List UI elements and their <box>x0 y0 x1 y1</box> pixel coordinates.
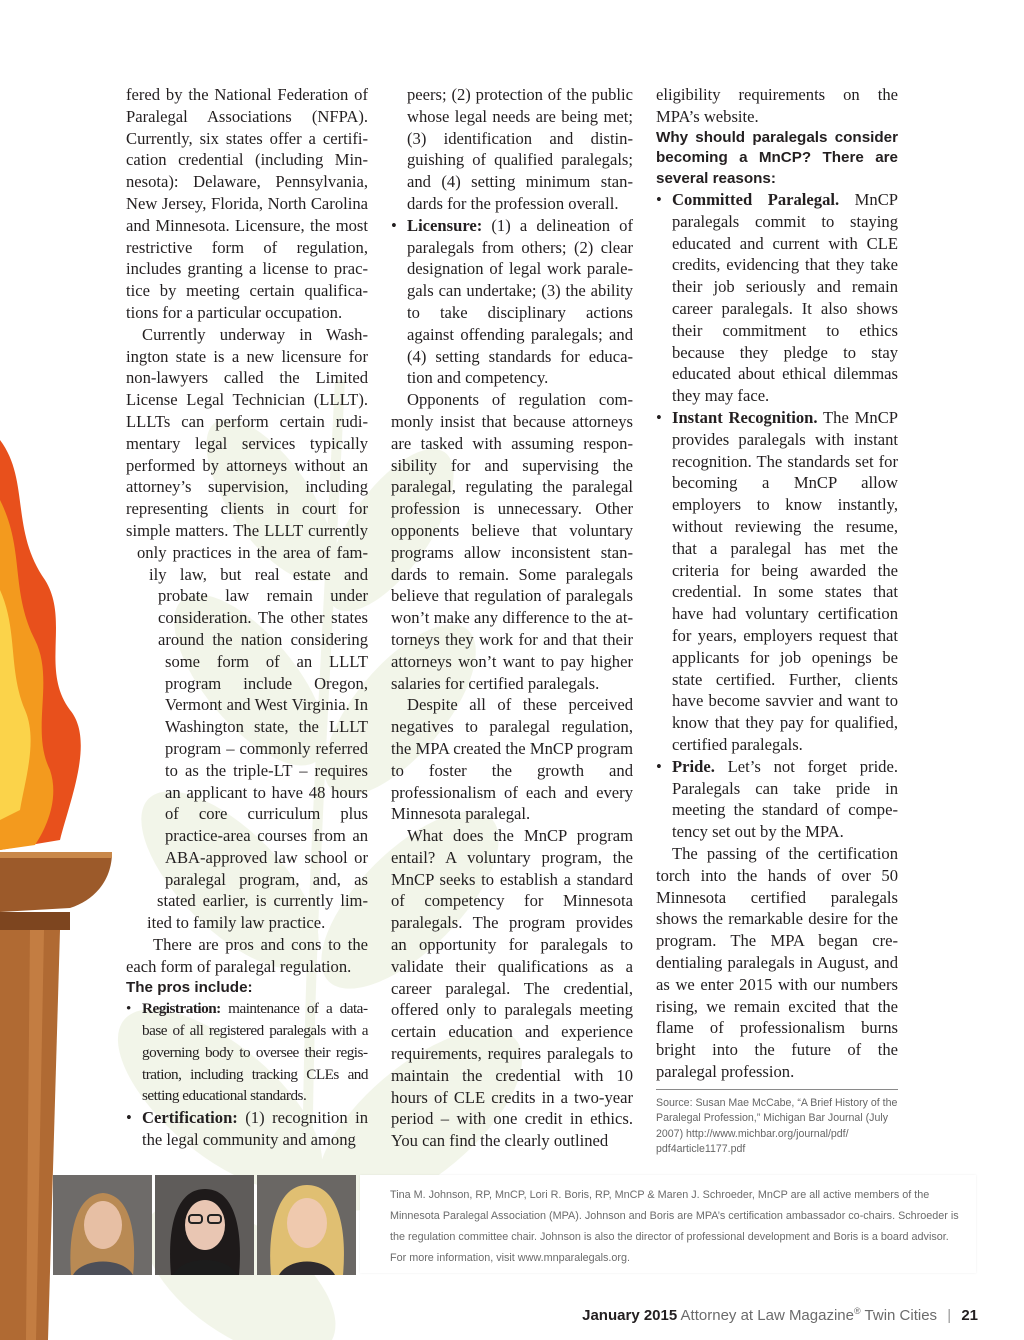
body-paragraph: peers; (2) protection of the public whose legal needs are being met; (3) identification and distinguishing of qualified paralegals; and (4) setting minimum standards for the profession overall. <box>407 85 633 213</box>
magazine-name: Attorney at Law Magazine <box>680 1307 854 1324</box>
author-photo-schroeder <box>257 1175 356 1275</box>
body-paragraph: The passing of the certification torch into the hands of over 50 Minnesota certified paralegals shows the remarkable desire for the program. The MPA began credentialing paralegals in August, and as we enter 2015 with our numbers rising, we remain excited that the flame of professionalism burns bright into the future of the paralegal profession. <box>656 844 898 1081</box>
list-item <box>656 756 898 843</box>
reasons-heading: Why should paralegals consider becoming a MnCP? There are several reasons: <box>656 128 898 187</box>
list-item-label: Certification: <box>142 1108 238 1128</box>
list-item <box>391 215 633 389</box>
author-photo-johnson <box>53 1175 152 1275</box>
page-footer <box>582 1306 978 1324</box>
author-photos <box>53 1175 357 1275</box>
source-citation: Source: Susan Mae McCabe, “A Brief History of the Paralegal Profession,” Michigan Bar Journal (July 2007) http://www.michbar.org/journal/pdf/ pdf4article1177.pdf <box>656 1089 898 1158</box>
registered-mark: ® <box>853 1306 861 1316</box>
body-paragraph: What does the MnCP program entail? A voluntary program, the MnCP seeks to establish a standard of competency for Minnesota paralegals. The program provides an opportunity for paralegals to validate their qualifications as a career paralegal. The credential, offered only to paralegals meeting certain education and experience requirements, requires paralegals to maintain the credential with 10 hours of CLE credits in a two-year period – with one credit in ethics. You can find the clearly outlined <box>391 826 633 1151</box>
pros-heading: The pros include: <box>126 978 253 996</box>
list-item-label: Instant Recognition. <box>672 408 818 428</box>
body-paragraph: eligibility requirements on the MPA’s website. <box>656 85 898 126</box>
list-item <box>656 189 898 407</box>
list-item <box>126 998 368 1107</box>
column-3 <box>656 84 898 1158</box>
body-paragraph: There are pros and cons to the each form of paralegal regulation. <box>126 935 368 976</box>
column-1 <box>126 84 368 1151</box>
author-bio-box <box>360 1175 976 1273</box>
list-item-text: maintenance of a database of all registered paralegals with a governing body to oversee their registration, including tracking CLEs and setting educational standards. <box>142 1000 368 1105</box>
footer-separator: | <box>947 1307 952 1324</box>
list-item-text: (1) recognition in the legal community and among <box>142 1108 368 1149</box>
pros-list <box>126 998 368 1151</box>
list-item-label: Licensure: <box>407 215 483 235</box>
body-paragraph: Opponents of regulation commonly insist that because attorneys are tasked with assuming responsibility for and supervising the paralegal, regulating the paralegal profession is unnecessary. Other opponents believe that voluntary programs allow inconsistent standards to remain. Some paralegals believe that regulation of paralegals won’t make any difference to the attorneys they work for and that their attorneys won’t want to pay higher salaries for certified paralegals. <box>391 390 633 693</box>
magazine-city: Twin Cities <box>864 1307 938 1324</box>
author-photo-boris <box>155 1175 254 1275</box>
column-2 <box>391 84 633 1152</box>
list-item-label: Registration: <box>142 1000 221 1018</box>
author-bio-text: Tina M. Johnson, RP, MnCP, Lori R. Boris, RP, MnCP & Maren J. Schroeder, MnCP are all active members of the Minnesota Paralegal Association (MPA). Johnson and Boris are MPA’s certification ambassador co-chairs. Schroeder is the regulation committee chair. Johnson is also the director of professional development and Boris is a board advisor. For more information, visit www.mnparalegals.org. <box>390 1189 959 1264</box>
body-paragraph: fered by the National Federation of Paralegal Associations (NFPA). Currently, six states offer a certification credential (including Minnesota): Delaware, Pennsylvania, New Jersey, Florida, North Carolina and Minnesota. Licensure, the most restrictive form of regulation, includes granting a license to practice by meeting certain qualifications for a particular occupation. <box>126 85 368 322</box>
page-number: 21 <box>961 1307 978 1324</box>
reasons-list <box>656 189 898 843</box>
list-item-text: MnCP paralegals commit to staying educated and current with CLE credits, evidencing that they take their job seriously and remain career paralegals. It also shows their commitment to ethics because they pledge to stay educated about ethical dilemmas they may face. <box>672 190 898 406</box>
list-item-label: Pride. <box>672 756 715 776</box>
list-item-text: The MnCP provides paralegals with instant recognition. The standards set for becoming a MnCP allow employers to know instantly, without reviewing the resume, that a paralegal has met the criteria for being awarded the credential. In some states that have had voluntary certification for years, employers request that applicants for job openings be state certified. Further, clients have become savvier and want to know that they pay for qualified, certified paralegals. <box>672 408 898 755</box>
issue-date: January 2015 <box>582 1307 678 1324</box>
list-item-label: Committed Paralegal. <box>672 190 840 210</box>
licensure-list <box>391 215 633 389</box>
body-paragraph: Currently underway in Washington state is a new licensure for non-lawyers called the Limited License Legal Technician (LLLT). LLLTs can perform certain rudimentary legal services typically performed by attorneys without an attorney’s supervision, including representing clients in court for simple matters. The LLLT currently only practices in the area of family law, but real estate and probate law remain under consideration. The other states around the nation considering some form of an LLLT program include Oregon, Vermont and West Virginia. In Washington state, the LLLT program – commonly referred to as the triple-LT – requires an applicant to have 48 hours of core curriculum plus practice-area courses from an ABA-approved law school or paralegal program, and, as stated earlier, is currently limited to family law practice. <box>126 324 368 933</box>
list-item-text: (1) a delineation of paralegals from others; (2) clear designation of legal work paralegals can undertake; (3) the ability to take disciplinary actions against offending paralegals; and (4) setting standards for education and competency. <box>407 215 633 388</box>
body-paragraph: Despite all of these perceived negatives to paralegal regulation, the MPA created the MnCP program to foster the growth and professionalism of each and every Minnesota paralegal. <box>391 695 633 824</box>
torch-bowl <box>0 852 112 912</box>
list-item <box>656 407 898 756</box>
list-item-text: Let’s not forget pride. Paralegals can take pride in meeting the standard of competency set out by the MPA. <box>672 756 898 842</box>
list-item <box>126 1107 368 1151</box>
